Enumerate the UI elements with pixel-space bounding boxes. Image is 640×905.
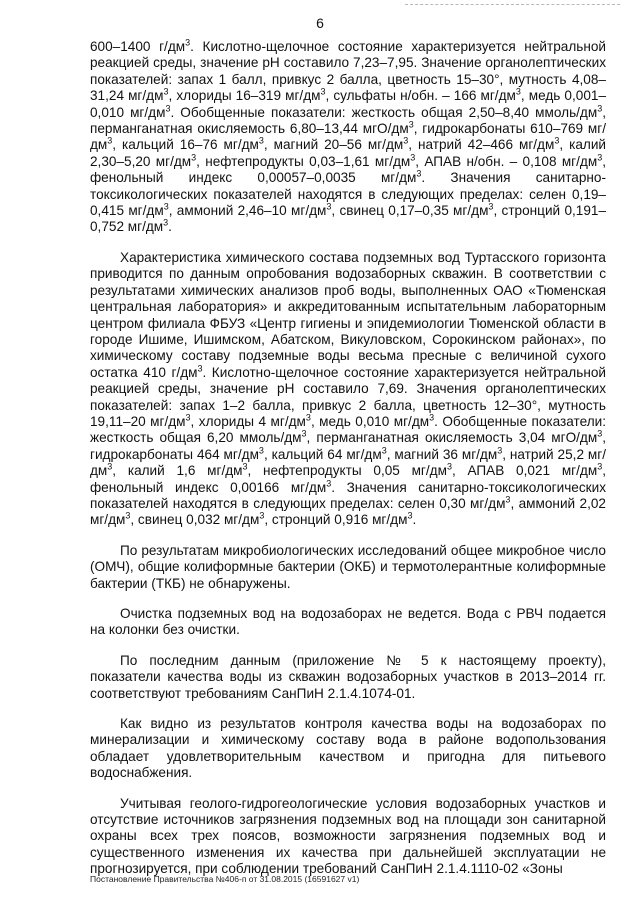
header-rule (405, 4, 620, 5)
paragraph-turtas-horizon: Характеристика химического состава подземных вод Туртасского горизонта приводится по данным опробования водозаборных скважин. В соответствии с результатами химических анализов проб воды, выполненных ОАО «Тюменская центральная лаборатория» и аккредитованным испытательным лабораторным центром филиала ФБУЗ «Центр гигиены и эпидемиологии Тюменской области в городе Ишиме, Ишимском, Абатском, Викуловском, Сорокинском районах», по химическому составу подземные воды весьма пресные с величиной сухого остатка 410 $г/дм^3$. Кислотно-щелочное состояние характеризуется нейтральной реакцией среды, значение pH составило 7,69. Значения органолептических показателей: запах 1–2 балла, привкус 2 балла, цветность 12–30°, мутность 19,11–20 $мг/дм^3$, хлориды 4 $мг/дм^3$, медь 0,010 $мг/дм^3$. Обобщенные показатели: жесткость общая 6,20 ммоль/$дм^3$, перманганатная окисляемость 3,04 мгО/$дм^3$, гидрокарбонаты 464 $мг/дм^3$, кальций 64 $мг/дм^3$, магний 36 $мг/дм^3$, натрий 25,2 $мг/дм^3$, калий 1,6 $мг/дм^3$, нефтепродукты 0,05 $мг/дм^3$, АПАВ 0,021 $мг/дм^3$, фенольный индекс 0,00166 $мг/дм^3$. Значения санитарно-токсикологических показателей находятся в следующих пределах: селен 0,30 $мг/дм^3$, аммоний 2,02 $мг/дм^3$, свинец 0,032 $мг/дм^3$, стронций 0,916 $мг/дм^3$. (90, 249, 607, 528)
document-footer: Постановление Правительства №406-п от 31.08.2015 (16591627 v1) (90, 874, 360, 884)
page-number: 6 (316, 15, 324, 31)
paragraph-microbiology: По результатам микробиологических исследований общее микробное число (ОМЧ), общие колиформные бактерии (ОКБ) и термотолерантные колиформные бактерии (ТКБ) не обнаружены. (90, 542, 606, 591)
document-body (90, 39, 606, 892)
paragraph-water-quality-continued: 600–1400 $г/дм^3$. Кислотно-щелочное состояние характеризуется нейтральной реакцией среды, значение pH составило 7,23–7,95. Значение органолептических показателей: запах 1 балл, привкус 2 балла, цветность 15–30°, мутность 4,08–31,24 $мг/дм^3$, хлориды 16–319 $мг/дм^3$, сульфаты н/обн. – 166 $мг/дм^3$, медь 0,001–0,010 $мг/дм^3$. Обобщенные показатели: жесткость общая 2,50–8,40 ммоль/$дм^3$, перманганатная окисляемость 6,80–13,44 мгО/$дм^3$, гидрокарбонаты 610–769 $мг/дм^3$, кальций 16–76 $мг/дм^3$, магний 20–56 $мг/дм^3$, натрий 42–466 $мг/дм^3$, калий 2,30–5,20 $мг/дм^3$, нефтепродукты 0,03–1,61 $мг/дм^3$, АПАВ н/обн. – 0,108 $мг/дм^3$, фенольный индекс 0,00057–0,0035 $мг/дм^3$. Значения санитарно-токсикологических показателей находятся в следующих пределах: селен 0,19–0,415 $мг/дм^3$, аммоний 2,46–10 $мг/дм^3$, свинец 0,17–0,35 $мг/дм^3$, стронций 0,191–0,752 $мг/дм^3$. (90, 37, 607, 235)
paragraph-treatment: Очистка подземных вод на водозаборах не ведется. Вода с РВЧ подается на колонки без очистки. (90, 606, 606, 638)
paragraph-quality-conclusion: Как видно из результатов контроля качества воды на водозаборах по минерализации и химическому составу вода в районе водопользования обладает удовлетворительным качеством и пригодна для питьевого водоснабжения. (90, 716, 606, 781)
paragraph-sanitary-zones: Учитывая геолого-гидрогеологические условия водозаборных участков и отсутствие источников загрязнения подземных вод на площади зон санитарной охраны всех трех поясов, возможности загрязнения подземных вод и существенного изменения их качества при дальнейшей эксплуатации не прогнозируется, при соблюдении требований СанПиН 2.1.4.1110-02 «Зоны (90, 795, 606, 877)
paragraph-latest-data: По последним данным (приложение № 5 к настоящему проекту), показатели качества воды из скважин водозаборных участков в 2013–2014 гг. соответствуют требованиям СанПиН 2.1.4.1074-01. (90, 652, 606, 701)
